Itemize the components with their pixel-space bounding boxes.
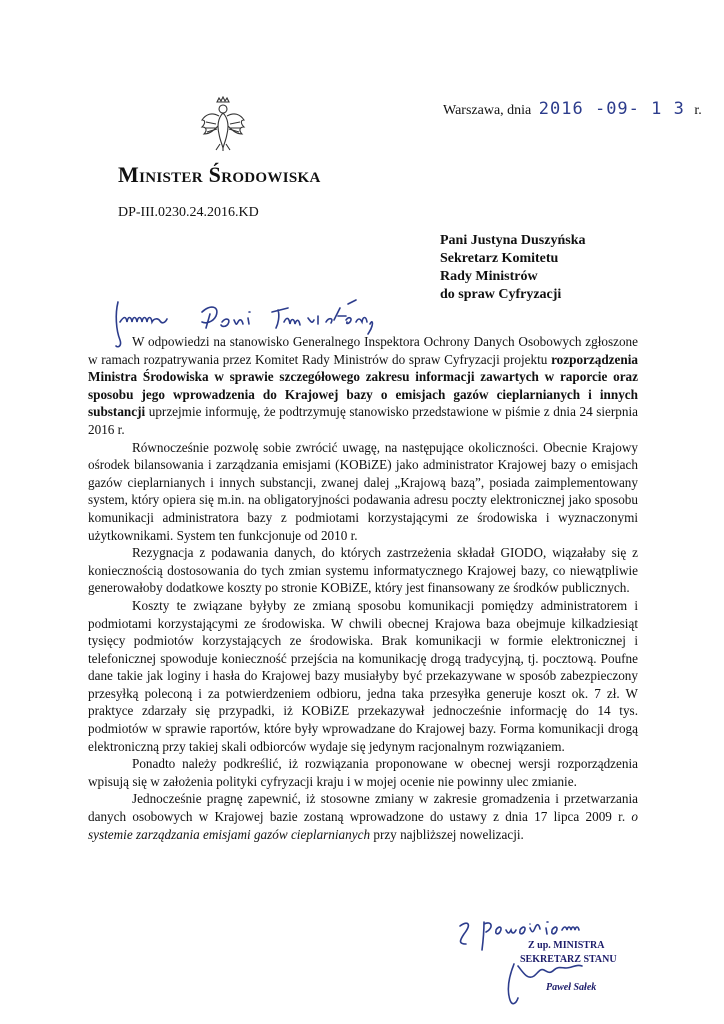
stamp-line-2: SEKRETARZ STANU xyxy=(520,954,617,965)
letter-body xyxy=(88,333,638,843)
eagle-emblem-icon xyxy=(200,96,246,152)
paragraph-6: Jednocześnie pragnę zapewnić, iż stosowne zmiany w zakresie gromadzenia i przetwarzania danych osobowych w Krajowej bazie zostaną wprowadzone do ustawy z dnia 17 lipca 2009 r. o systemie zarządzania emisjami gazów cieplarnianych przy najbliższej nowelizacji. xyxy=(88,791,638,842)
signature-block xyxy=(448,906,648,1016)
act-title: o systemie zarządzania emisjami gazów cieplarnianych xyxy=(88,809,638,842)
date-stamp: 2016 -09- 1 3 xyxy=(538,99,685,119)
paragraph-1: W odpowiedzi na stanowisko Generalnego Inspektora Ochrony Danych Osobowych zgłoszone w ramach rozpatrywania przez Komitet Rady Ministrów do spraw Cyfryzacji projektu rozporządzenia Ministra Środowiska w sprawie szczegółowego zakresu informacji zawartych w raporcie oraz sposobu jego wprowadzenia do Krajowej bazy o emisjach gazów cieplarnianych i innych substancji uprzejmie informuję, że podtrzymuję stanowisko przedstawione w piśmie z dnia 24 sierpnia 2016 r. xyxy=(88,334,638,437)
minister-title: Minister Środowiska xyxy=(118,162,321,187)
regulation-title: rozporządzenia Ministra Środowiska w sprawie szczegółowego zakresu informacji zawartych w raporcie oraz sposobu jego wprowadzenia do Krajowej bazy o emisjach gazów cieplarnianych i innych substancji xyxy=(88,351,638,420)
paragraph-2: Równocześnie pozwolę sobie zwrócić uwagę, na następujące okoliczności. Obecnie Krajowy ośrodek bilansowania i zarządzania emisjami (KOBiZE) jako administrator Krajowej bazy o emisjach gazów cieplarnianych i innych substancji, zwanej dalej „Krajową bazą”, posiada zaimplementowany system, który opiera się m.in. na obligatoryjności podawania adresu poczty elektronicznej jako sposobu komunikacji administratora bazy z podmiotami korzystającymi ze środowiska i wyznaczonymi użytkownikami. System ten funkcjonuje od 2010 r. xyxy=(88,439,638,543)
addressee-name: Pani Justyna Duszyńska xyxy=(440,233,586,248)
case-reference: DP-III.0230.24.2016.KD xyxy=(118,205,259,220)
addressee-body: Rady Ministrów xyxy=(440,269,538,284)
paragraph-3: Rezygnacja z podawania danych, do których zastrzeżenia składał GIODO, wiązałaby się z koniecznością dostosowania do tych zmian systemu informatycznego Krajowej bazy, co niewątpliwie generowałoby dodatkowe koszty po stronie KOBiZE, który jest finansowany ze środków publicznych. xyxy=(88,545,638,596)
paragraph-5: Ponadto należy podkreślić, iż rozwiązania proponowane w obecnej wersji rozporządzenia wpisują się w założenia polityki cyfryzacji kraju i w mojej ocenie nie powinny ulec zmianie. xyxy=(88,756,638,789)
place-prefix: Warszawa, dnia xyxy=(443,103,532,118)
date-suffix: r. xyxy=(694,103,702,118)
addressee-block xyxy=(440,232,586,304)
addressee-position: Sekretarz Komitetu xyxy=(440,251,559,266)
stamp-line-1: Z up. MINISTRA xyxy=(528,940,605,951)
paragraph-4: Koszty te związane byłyby ze zmianą sposobu komunikacji pomiędzy administratorem i podmiotami korzystającymi ze środowiska. W chwili obecnej Krajowa baza obejmuje kilkadziesiąt tysięcy podmiotów korzystających ze środowiska. Brak komunikacji w formie elektronicznej i telefonicznej spowoduje konieczność przejścia na komunikację drogą tradycyjną, tj. pocztową. Poufne dane takie jak loginy i hasła do Krajowej bazy musiałyby być przekazywane w sposób zabezpieczony przesyłką poleconą i za potwierdzeniem odbioru, jedna taka przesyłka generuje koszt ok. 7 zł. W praktyce zdarzały się przypadki, iż KOBiZE przekazywał jednocześnie informację do 14 tys. podmiotów w sprawie raportów, które były wprowadzane do Krajowej bazy. Forma komunikacji drogą elektroniczną przy takiej skali odbiorców wydaje się jedynym racjonalnym rozwiązaniem. xyxy=(88,597,638,754)
place-date-line xyxy=(443,99,702,119)
stamp-name: Paweł Sałek xyxy=(546,982,597,993)
addressee-committee: do spraw Cyfryzacji xyxy=(440,287,562,302)
